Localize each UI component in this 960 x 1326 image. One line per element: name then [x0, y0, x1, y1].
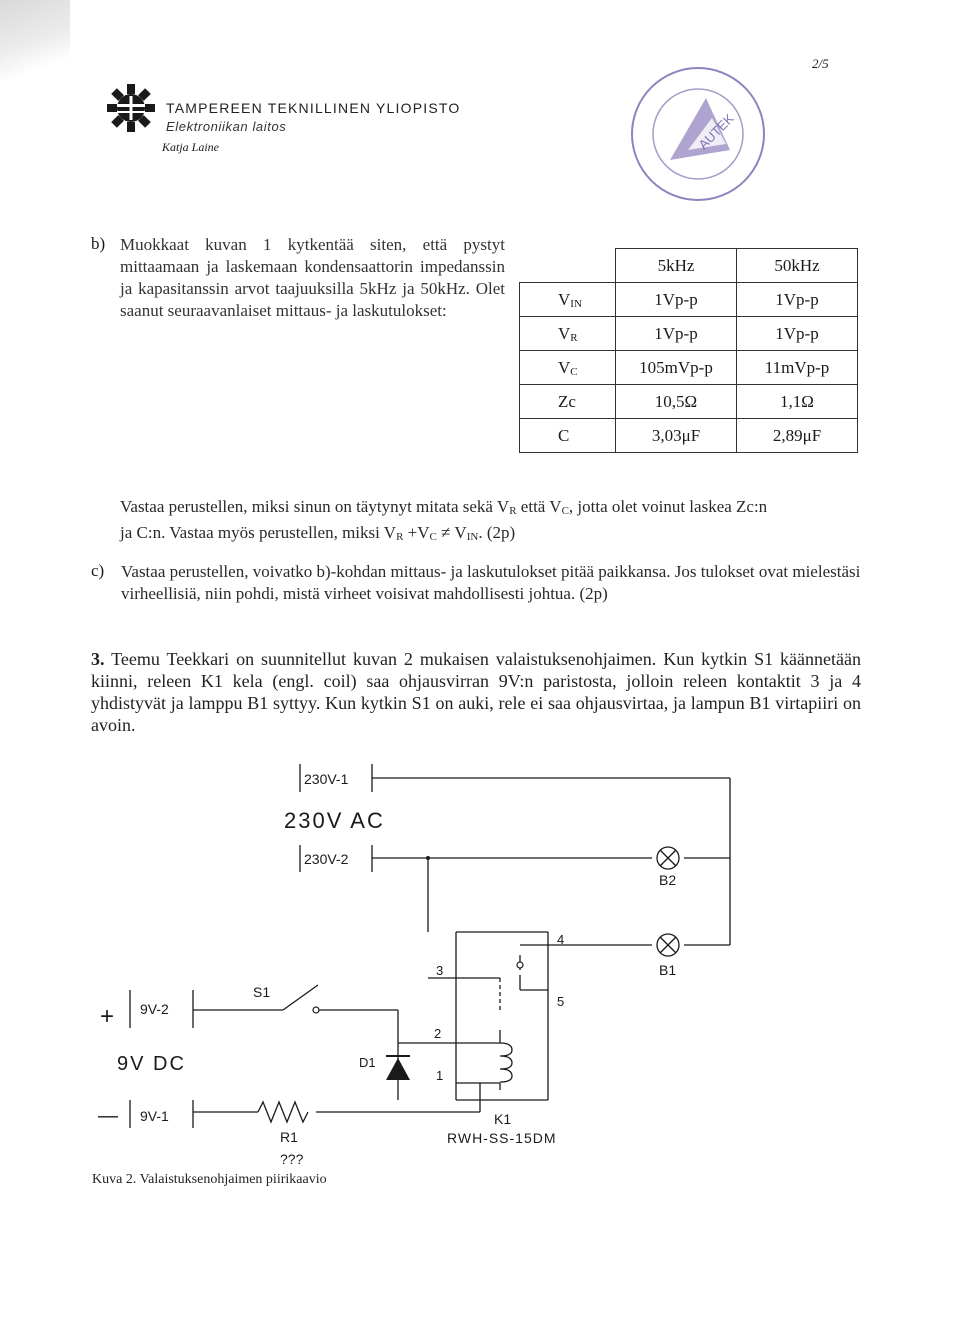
university-name: TAMPEREEN TEKNILLINEN YLIOPISTO: [166, 100, 461, 116]
question-b-line-1: Vastaa perustellen, miksi sinun on täytynyt mitata sekä $V_R$ että $V_C$, jotta olet voinut laskea Zc:n: [120, 497, 768, 517]
table-cell: 1Vp-p: [616, 283, 737, 317]
pin-2-label: 2: [434, 1026, 442, 1041]
switch-s1-label: S1: [253, 984, 271, 1000]
measurement-table: [519, 248, 858, 453]
table-row: [520, 419, 858, 453]
item-b-text: Muokkaat kuvan 1 kytkentää siten, että pystyt mittaamaan ja laskemaan kondensaattorin impedanssin ja kapasitanssin arvot taajuuksilla 5kHz ja 50kHz. Olet saanut seuraavanlaiset mittaus- ja laskutulokset:: [120, 235, 505, 320]
question-b-line-2: ja C:n. Vastaa myös perustellen, miksi $V_R +V_C \ne V_{IN}$. (2p): [120, 523, 516, 543]
net-9v-2-label: 9V-2: [140, 1001, 169, 1017]
row-label: $V_{IN}$: [520, 283, 616, 317]
table-row: [520, 283, 858, 317]
relay-coil-icon: [500, 1043, 512, 1082]
table-cell: 1Vp-p: [737, 317, 858, 351]
row-label: $V_R$: [520, 317, 616, 351]
net-9v-1-label: 9V-1: [140, 1108, 169, 1124]
net-230v-1-label: 230V-1: [304, 771, 349, 787]
task-3-text: [91, 648, 861, 736]
resistor-r1-icon: [258, 1102, 308, 1122]
circuit-diagram: [0, 740, 960, 1170]
switch-s1-blade: [283, 985, 318, 1010]
department-name: Elektroniikan laitos: [166, 119, 287, 134]
department-stamp: [618, 58, 778, 208]
stamp-logo-text: AUTEK: [695, 110, 737, 153]
lamp-b1-icon: [657, 934, 679, 956]
table-cell: 11mVp-p: [737, 351, 858, 385]
table-header-50khz: 50kHz: [737, 249, 858, 283]
table-cell: 3,03μF: [616, 419, 737, 453]
row-label: $V_C$: [520, 351, 616, 385]
relay-part-number: RWH-SS-15DM: [447, 1130, 557, 1146]
resistor-r1-label: R1: [280, 1129, 298, 1145]
task-3-body: Teemu Teekkari on suunnitellut kuvan 2 mukaisen valaistuksenohjaimen. Kun kytkin S1 käännetään kiinni, releen K1 kela (engl. coil) saa ohjausvirran 9V:n paristosta, jolloin releen kontaktit 3 ja 4 yhdistyvät ja lamppu B1 syttyy. Kun kytkin S1 on auki, rele ei saa ohjausvirtaa, ja lampun B1 virtapiiri on avoin.: [91, 649, 861, 735]
table-cell: 1Vp-p: [737, 283, 858, 317]
pin-1-label: 1: [436, 1068, 444, 1083]
contact-4-terminal: [517, 962, 523, 968]
resistor-value-label: ???: [280, 1151, 304, 1167]
positive-terminal-sign: +: [100, 1003, 115, 1030]
switch-terminal: [313, 1007, 319, 1013]
table-cell: 105mVp-p: [616, 351, 737, 385]
pin-4-label: 4: [557, 932, 565, 947]
table-cell: 10,5Ω: [616, 385, 737, 419]
author-name: Katja Laine: [162, 140, 220, 154]
dc-supply-label: 9V DC: [117, 1053, 186, 1075]
page-number: 2/5: [812, 56, 829, 71]
item-c-marker: c): [91, 561, 105, 580]
table-corner-cell: [520, 249, 616, 283]
lamp-b1-label: B1: [659, 962, 677, 978]
ac-supply-label: 230V AC: [284, 808, 385, 833]
table-header-row: [520, 249, 858, 283]
table-header-5khz: 5kHz: [616, 249, 737, 283]
row-label: C: [520, 419, 616, 453]
negative-terminal-sign: —: [98, 1105, 118, 1127]
diode-d1-label: D1: [359, 1055, 376, 1070]
question-b-text: [120, 496, 865, 548]
table-cell: 2,89μF: [737, 419, 858, 453]
figure-caption: Kuva 2. Valaistuksenohjaimen piirikaavio: [92, 1172, 327, 1187]
table-row: [520, 385, 858, 419]
diode-d1-icon: [386, 1056, 410, 1080]
net-230v-2-label: 230V-2: [304, 851, 349, 867]
item-c-text: Vastaa perustellen, voivatko b)-kohdan mittaus- ja laskutulokset pitää paikkansa. Jos tulokset ovat mielestäsi virheellisiä, niin pohdi, mistä virheet voisivat mahdollisesti johtua. (2p): [121, 562, 861, 603]
table-cell: 1,1Ω: [737, 385, 858, 419]
task-3-number: 3.: [91, 649, 105, 669]
table-row: [520, 317, 858, 351]
pin-3-label: 3: [436, 963, 444, 978]
table-cell: 1Vp-p: [616, 317, 737, 351]
lamp-b2-label: B2: [659, 872, 677, 888]
pin-5-label: 5: [557, 994, 565, 1009]
table-row: [520, 351, 858, 385]
relay-k1-label: K1: [494, 1111, 512, 1127]
scan-corner-shadow: [0, 0, 70, 95]
university-gear-logo: [103, 80, 159, 136]
item-b-marker: b): [91, 234, 106, 253]
row-label: Zc: [520, 385, 616, 419]
lamp-b2-icon: [657, 847, 679, 869]
